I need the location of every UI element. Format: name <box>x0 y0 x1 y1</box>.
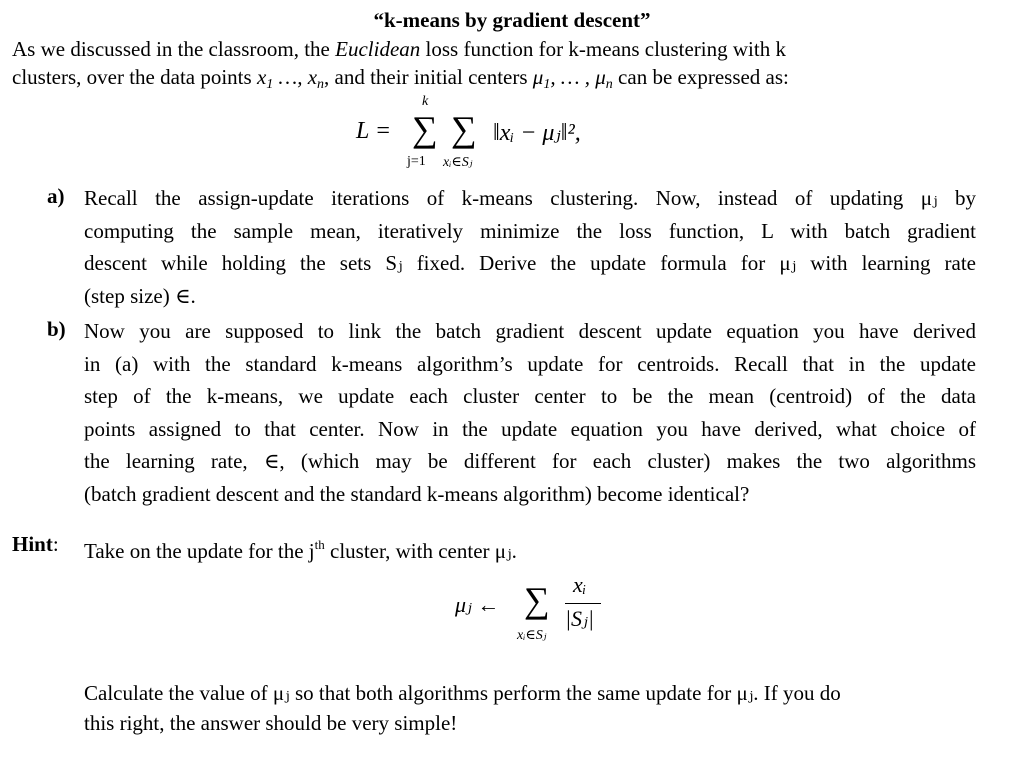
loss-sum-top: k <box>422 94 429 109</box>
loss-equation <box>350 92 650 178</box>
item-b-label: b) <box>47 317 66 341</box>
item-a-line-2: computing the sample mean, iteratively minimize the loss function, L with batch gradient <box>84 218 976 243</box>
item-a-line-4: (step size) ∈. <box>84 283 196 308</box>
item-a-text <box>84 182 976 312</box>
item-b-line-3: step of the k-means, we update each cluster center to be the mean (centroid) of the data <box>84 384 976 408</box>
hint-text <box>84 530 517 566</box>
loss-sum2-bottom: xᵢ∈Sⱼ <box>443 155 473 170</box>
hint-colon: : <box>52 532 59 556</box>
loss-sum1-bottom: j=1 <box>407 154 426 169</box>
intro-euclidean: Euclidean <box>335 37 421 61</box>
loss-lhs: L = <box>356 118 392 144</box>
intro-line-2-post: can be expressed as: <box>612 65 789 89</box>
loss-term: ‖xᵢ − μⱼ‖², <box>493 120 581 146</box>
intro-line-2-mid: , and their initial centers <box>324 65 533 89</box>
item-b-line-2: in (a) with the standard k-means algorithm’s update for centroids. Recall that in the update <box>84 351 976 376</box>
hint-label <box>12 530 59 559</box>
item-b-line-4: points assigned to that center. Now in the update equation you have derived, what choice of <box>84 416 976 441</box>
hint-label-text: Hint <box>12 532 53 556</box>
intro-line-1 <box>12 35 786 64</box>
data-points-formula: $x_1$ …, $x_n$ <box>256 65 325 92</box>
document-title: “k-means by gradient descent” <box>373 8 651 32</box>
update-denominator: |Sⱼ| <box>565 606 594 631</box>
sum-symbol-3: ∑ <box>524 580 550 620</box>
hint-text-sup: th <box>314 537 325 552</box>
item-a-line-3: descent while holding the sets Sⱼ fixed. Derive the update formula for μⱼ with learning rate <box>84 251 976 275</box>
update-numerator: xᵢ <box>573 572 587 597</box>
intro-line-2-pre: clusters, over the data points <box>12 65 257 89</box>
sum-symbol-2: ∑ <box>451 109 477 149</box>
item-a-line-1: Recall the assign-update iterations of k-means clustering. Now, instead of updating μⱼ by <box>84 186 976 210</box>
fraction-bar <box>565 603 601 604</box>
intro-line-1-pre: As we discussed in the classroom, the <box>12 37 336 61</box>
hint-text-pre: Take on the update for the j <box>84 539 315 563</box>
item-b-line-5: the learning rate, ∈, (which may be different for each cluster) makes the two algorithms <box>84 449 976 473</box>
sum-symbol-1: ∑ <box>412 109 438 149</box>
hint-text-post: cluster, with center μⱼ. <box>324 539 517 563</box>
item-a-label: a) <box>47 184 65 208</box>
item-b-line-6: (batch gradient descent and the standard k-means algorithm) become identical? <box>84 481 750 506</box>
closing-line-2: this right, the answer should be very simple! <box>84 711 458 735</box>
update-sum-bottom: xᵢ∈Sⱼ <box>517 628 547 643</box>
update-equation <box>455 572 615 652</box>
item-b-text <box>84 315 976 510</box>
update-lhs: μⱼ ← <box>455 592 500 617</box>
closing-line-1: Calculate the value of μⱼ so that both algorithms perform the same update for μⱼ. If you do <box>84 681 841 705</box>
centers-formula: $\mu_1$, … , $\mu_n$ <box>532 65 613 92</box>
item-b-line-1: Now you are supposed to link the batch gradient descent update equation you have derived <box>84 319 976 343</box>
intro-line-1-post: loss function for k-means clustering with k <box>420 37 786 61</box>
